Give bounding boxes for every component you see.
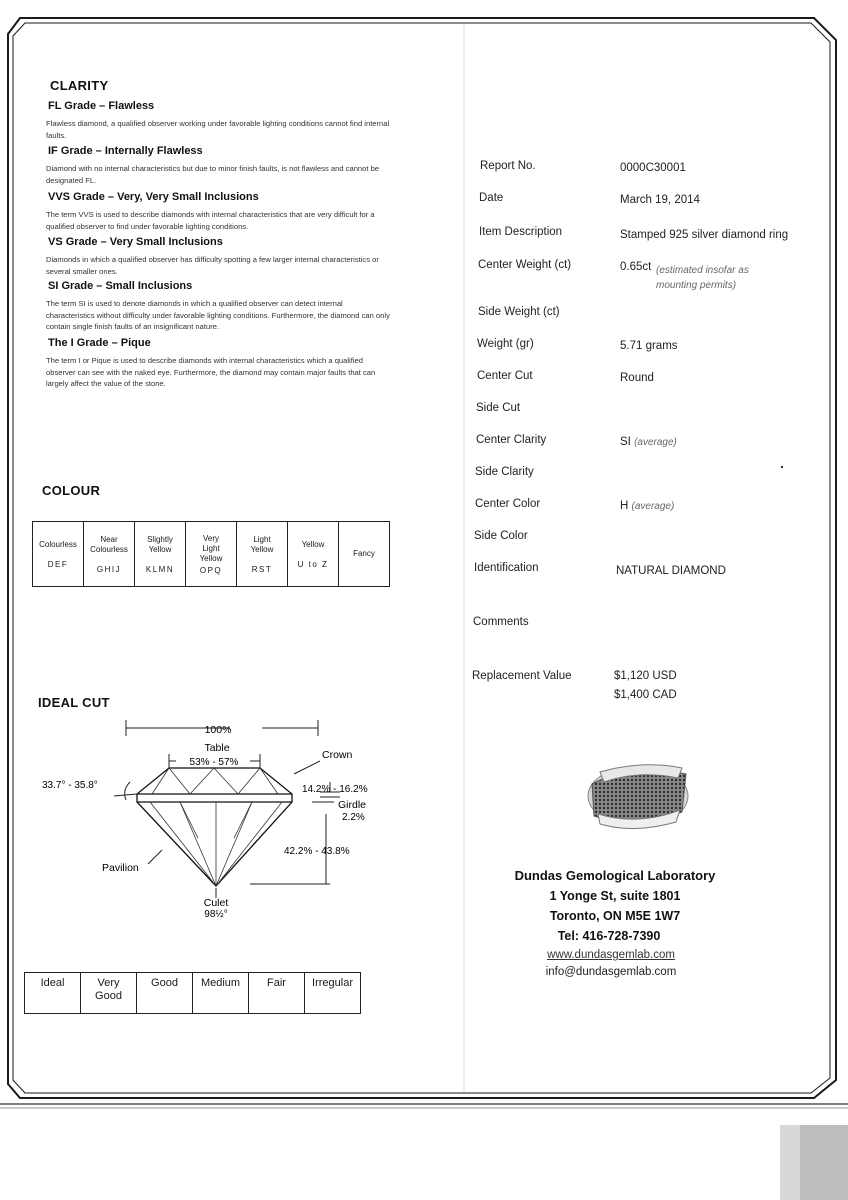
report-value: $1,400 CAD [614, 689, 677, 701]
report-label: Side Color [474, 530, 528, 542]
clarity-grade-title: SI Grade – Small Inclusions [48, 280, 193, 292]
lab-address-line1: 1 Yonge St, suite 1801 [549, 889, 681, 903]
girdle-value: 2.2% [342, 812, 365, 823]
colour-cell [237, 522, 288, 587]
colour-label: Yellow [148, 544, 172, 554]
cut-grade-cell [137, 973, 193, 1014]
cut-grade-label: Ideal [40, 977, 65, 989]
culet-label: Culet [203, 897, 229, 909]
report-label: Center Weight (ct) [478, 259, 572, 271]
lab-website-link[interactable]: www.dundasgemlab.com [547, 949, 675, 961]
report-value: $1,120 USD [614, 670, 677, 682]
report-note: (average) [634, 437, 677, 448]
cut-grade-label: Fair [267, 977, 286, 989]
cut-grade-cell [305, 973, 361, 1014]
colour-grade: DEF [47, 559, 69, 569]
colour-label: Yellow [250, 544, 274, 554]
girdle-label: Girdle [338, 799, 367, 811]
clarity-grade-desc: The term I or Pique is used to describe diamonds with internal characteristics which a qualified observer can see with the naked eye. Furthermore, the diamond may contain major faults that can largely affect the value of the stone. [46, 356, 376, 388]
colour-grade: RST [251, 564, 273, 574]
cut-grade-cell [81, 973, 137, 1014]
table-range-label: 53% - 57% [189, 757, 239, 768]
colour-cell [288, 522, 339, 587]
colour-label: Near [100, 534, 118, 544]
cut-grade-label: Medium [200, 977, 241, 989]
report-label: Date [479, 192, 504, 204]
report-label: Identification [474, 562, 539, 574]
report-value: Stamped 925 silver diamond ring [620, 229, 789, 241]
colour-label: Light [253, 534, 271, 544]
table-label: Table [204, 742, 230, 754]
colour-label: Yellow [199, 553, 223, 563]
colour-grade: KLMN [145, 564, 175, 574]
colour-grade: OPQ [199, 565, 223, 575]
crown-height-label: 14.2% - 16.2% [302, 784, 368, 795]
report-value: 0000C30001 [620, 162, 686, 174]
colour-label: Colourless [90, 544, 128, 554]
clarity-grade-desc: Diamonds in which a qualified observer has difficulty spotting a few larger internal characteristics or several smaller ones. [46, 255, 379, 276]
colour-cell [339, 522, 390, 587]
report-label: Weight (gr) [477, 338, 534, 350]
report-value: SI [620, 436, 631, 448]
colour-grade: U to Z [297, 559, 329, 569]
lab-telephone: Tel: 416-728-7390 [557, 929, 661, 943]
cut-grade-label: Good [151, 977, 178, 989]
lab-address-line2: Toronto, ON M5E 1W7 [549, 909, 681, 923]
report-label: Side Weight (ct) [478, 306, 560, 318]
colour-label: Yellow [301, 539, 325, 549]
report-value: H [620, 500, 629, 512]
cut-grade-cell [193, 973, 249, 1014]
colour-label: Light [202, 543, 220, 553]
pavilion-depth-label: 42.2% - 43.8% [284, 846, 350, 857]
cut-grade-table [24, 972, 361, 1014]
report-label: Item Description [479, 226, 563, 238]
report-value: Round [620, 372, 654, 384]
clarity-grade-desc: The term VVS is used to describe diamonds with internal characteristics that are very difficult for a qualified observer to find under favorable lighting conditions. [46, 210, 375, 231]
report-value: 5.71 grams [620, 340, 678, 352]
clarity-heading: CLARITY [50, 78, 109, 93]
cut-grade-label: Irregular [312, 977, 353, 989]
report-label: Side Clarity [475, 466, 534, 478]
report-value: 0.65ct [620, 261, 652, 273]
report-value: March 19, 2014 [620, 194, 700, 206]
colour-grade: GHIJ [96, 564, 122, 574]
report-label: Comments [473, 616, 529, 628]
colour-label: Very [202, 533, 219, 543]
report-label: Center Color [475, 498, 541, 510]
report-label: Center Clarity [476, 434, 547, 446]
report-label: Center Cut [477, 370, 533, 382]
diamond-cut-diagram [30, 716, 390, 926]
cut-grade-cell [25, 973, 81, 1014]
total-width-label: 100% [204, 724, 232, 736]
cut-grade-cell [249, 973, 305, 1014]
clarity-grade-title: VS Grade – Very Small Inclusions [48, 236, 223, 248]
clarity-grade-title: VVS Grade – Very, Very Small Inclusions [48, 191, 259, 203]
report-label: Replacement Value [472, 670, 572, 682]
pavilion-label: Pavilion [102, 862, 139, 874]
ring-photo [582, 754, 694, 834]
colour-cell [84, 522, 135, 587]
crown-label: Crown [322, 749, 353, 761]
colour-label: Slightly [147, 534, 173, 544]
report-note: (estimated insofar as mounting permits) [656, 265, 749, 291]
colour-cell [135, 522, 186, 587]
culet-value: 98½° [204, 909, 228, 920]
colour-cell [33, 522, 84, 587]
lab-name: Dundas Gemological Laboratory [514, 868, 716, 883]
clarity-grade-desc: Flawless diamond, a qualified observer working under favorable lighting conditions cannot find internal faults. [46, 119, 390, 140]
crown-angle-label: 33.7° - 35.8° [42, 780, 98, 791]
colour-scale-table [32, 521, 390, 587]
colour-cell [186, 522, 237, 587]
clarity-grade-title: The I Grade – Pique [48, 337, 151, 349]
lab-email[interactable]: info@dundasgemlab.com [545, 966, 677, 978]
colour-label: Colourless [39, 539, 77, 549]
cut-grade-label: Very [97, 977, 120, 989]
clarity-grade-desc: Diamond with no internal characteristics but due to minor finish faults, is not flawless and cannot be designated FL. [46, 164, 380, 185]
colour-label: Fancy [353, 549, 375, 558]
clarity-grade-title: IF Grade – Internally Flawless [48, 145, 203, 157]
colour-heading: COLOUR [42, 483, 101, 498]
report-label: Report No. [480, 160, 536, 172]
report-label: Side Cut [476, 402, 521, 414]
clarity-grade-desc: The term SI is used to denote diamonds in which a qualified observer can detect internal characteristics without difficulty under favorable lighting conditions. Furthermore, the diamond can only contain single finish faults of an insignificant nature. [46, 299, 390, 331]
ideal-cut-heading: IDEAL CUT [38, 695, 110, 710]
clarity-grade-title: FL Grade – Flawless [48, 100, 155, 112]
cut-grade-label: Good [95, 990, 122, 1002]
report-value: NATURAL DIAMOND [616, 565, 726, 577]
report-note: (average) [631, 501, 675, 512]
